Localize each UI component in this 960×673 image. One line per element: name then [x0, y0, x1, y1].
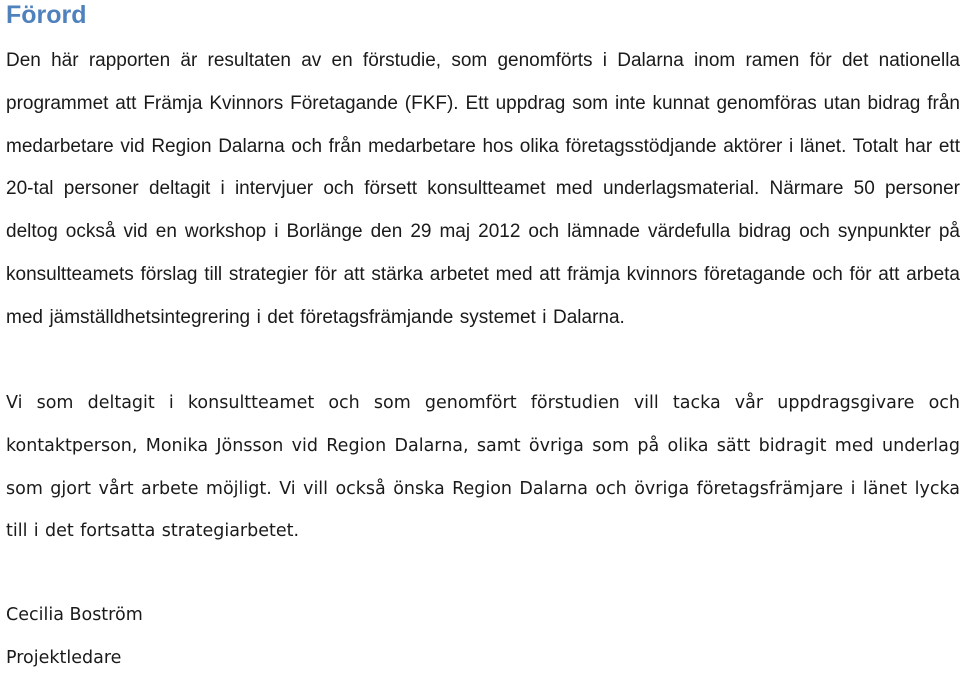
paragraph-thanks: Vi som deltagit i konsultteamet och som genomfört förstudien vill tacka vår uppdragsgivare och kontaktperson, Monika Jönsson vid Region Dalarna, samt övriga som på olika sätt bidragit med underlag som gjort vårt arbete möjligt. Vi vill också önska Region Dalarna och övriga företagsfrämjare i länet lycka till i det fortsatta strategiarbetet.: [6, 393, 960, 542]
signature-title: Projektledare: [6, 648, 122, 668]
page-title: Förord: [6, 1, 87, 29]
paragraph-intro: Den här rapporten är resultaten av en förstudie, som genomförts i Dalarna inom ramen för det nationella programmet att Främja Kvinnors Företagande (FKF). Ett uppdrag som inte kunnat genomföras utan bidrag från medarbetare vid Region Dalarna och från medarbetare hos olika företagsstödjande aktörer i länet. Totalt har ett 20-tal personer deltagit i intervjuer och försett konsultteamet med underlagsmaterial. Närmare 50 personer deltog också vid en workshop i Borlänge den 29 maj 2012 och lämnade värdefulla bidrag och synpunkter på konsultteamets förslag till strategier för att stärka arbetet med att främja kvinnors företagande och för att arbeta med jämställdhetsintegrering i det företagsfrämjande systemet i Dalarna.: [6, 50, 960, 328]
signature-name: Cecilia Boström: [6, 605, 143, 625]
